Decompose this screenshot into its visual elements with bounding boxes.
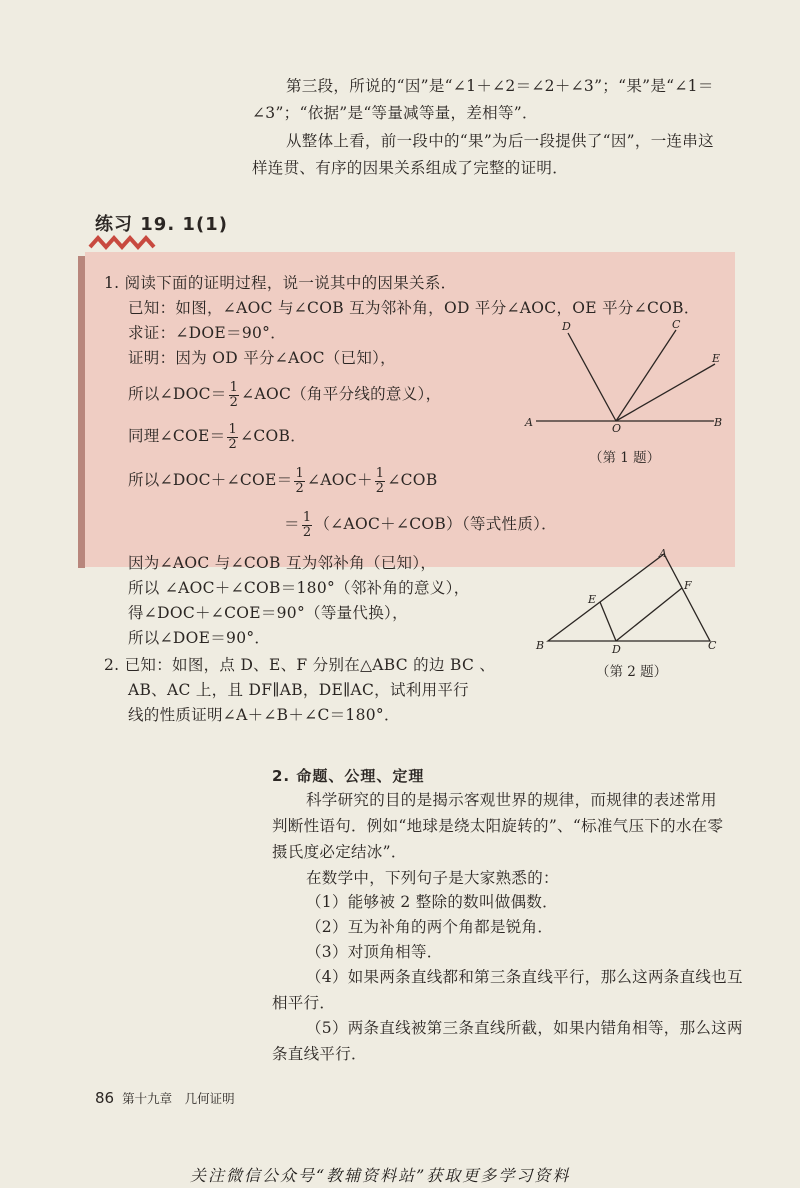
- label-a: A: [525, 416, 533, 429]
- list-item-2: （2）互为补角的两个角都是锐角．: [306, 918, 554, 936]
- figure-2-diagram: [528, 545, 728, 657]
- label-o: O: [612, 422, 622, 433]
- list-item-5b: 条直线平行．: [272, 1045, 367, 1063]
- q1-step-2-pre: 所以∠DOC＝: [128, 385, 227, 403]
- q1-step-7: 所以 ∠AOC＋∠COB＝180°（邻补角的意义），: [128, 579, 470, 597]
- q1-step-8: 得∠DOC＋∠COE＝90°（等量代换），: [128, 604, 408, 622]
- zigzag-ornament-icon: [88, 233, 158, 251]
- figure-1-caption: （第 1 题）: [589, 450, 661, 466]
- label-b: B: [714, 416, 723, 429]
- label-f: F: [684, 579, 692, 592]
- q1-step-2-post: ∠AOC（角平分线的意义），: [241, 385, 442, 403]
- page-footer: [95, 1089, 235, 1107]
- intro-line-1: 第三段，所说的“因”是“∠1＋∠2＝∠2＋∠3”；“果”是“∠1＝: [286, 77, 714, 95]
- q2-line-3: 线的性质证明∠A＋∠B＋∠C＝180°．: [128, 706, 400, 724]
- fraction-numerator: 1: [228, 421, 238, 437]
- q1-step-6: 因为∠AOC 与∠COB 互为邻补角（已知），: [128, 554, 437, 572]
- ray-oc: [616, 330, 676, 421]
- q2-line-1: 2. 已知：如图，点 D、E、F 分别在△ABC 的边 BC 、: [104, 656, 496, 674]
- half-fraction: [227, 423, 238, 452]
- section-para-line-2: 判断性语句．例如“地球是绕太阳旋转的”、“标准气压下的水在零: [272, 817, 724, 835]
- segment-de: [600, 602, 616, 641]
- section-para-line-3: 摄氏度必定结冰”．: [272, 843, 407, 861]
- q1-step-4: [128, 462, 438, 498]
- fraction-numerator: 1: [229, 379, 239, 395]
- triangle-abc: [548, 554, 710, 641]
- figure-2-caption: （第 2 题）: [596, 664, 668, 680]
- fraction-numerator: 1: [375, 465, 385, 481]
- segment-df: [616, 588, 682, 641]
- list-item-1: （1）能够被 2 整除的数叫做偶数．: [306, 893, 558, 911]
- exercise-side-strip: [78, 256, 85, 568]
- section-para-line-4: 在数学中，下列句子是大家熟悉的：: [306, 869, 559, 887]
- list-item-3: （3）对顶角相等．: [306, 943, 443, 961]
- label-b: B: [536, 639, 545, 652]
- half-fraction: [375, 467, 386, 496]
- intro-line-4: 样连贯、有序的因果关系组成了完整的证明．: [252, 159, 569, 177]
- q1-step-1: 证明：因为 OD 平分∠AOC（已知），: [128, 349, 396, 367]
- intro-line-2: ∠3”；“依据”是“等量减等量，差相等”．: [252, 104, 538, 122]
- section-title: 2. 命题、公理、定理: [272, 767, 425, 785]
- fraction-denominator: 2: [229, 394, 239, 410]
- label-d: D: [612, 643, 621, 656]
- q1-step-5: [284, 506, 557, 542]
- q2-line-2: AB、AC 上，且 DF∥AB，DE∥AC，试利用平行: [128, 681, 469, 699]
- q1-step-3-post: ∠COB．: [240, 427, 307, 445]
- fraction-numerator: 1: [302, 509, 312, 525]
- q1-step-3-pre: 同理∠COE＝: [128, 427, 226, 445]
- q1-step-3: [128, 418, 306, 454]
- q1-step-4-pre: 所以∠DOC＋∠COE＝: [128, 471, 293, 489]
- fraction-numerator: 1: [295, 465, 305, 481]
- fraction-denominator: 2: [228, 436, 238, 452]
- q1-prove: 求证：∠DOE＝90°．: [128, 324, 287, 342]
- list-item-4b: 相平行．: [272, 994, 336, 1012]
- q1-given: 已知：如图，∠AOC 与∠COB 互为邻补角，OD 平分∠AOC，OE 平分∠COB．: [128, 299, 700, 317]
- label-c: C: [672, 318, 681, 331]
- fraction-denominator: 2: [375, 480, 385, 496]
- watermark-text: 关注微信公众号“教辅资料站”获取更多学习资料: [190, 1166, 571, 1185]
- q1-step-4-post: ∠COB: [387, 471, 438, 489]
- q1-step-4-mid: ∠AOC＋: [307, 471, 373, 489]
- label-e: E: [588, 593, 597, 606]
- exercise-title: 练习 19. 1(1): [95, 214, 228, 235]
- q1-step-9: 所以∠DOE＝90°．: [128, 629, 271, 647]
- chapter-label: 第十九章 几何证明: [122, 1091, 235, 1106]
- q1-step-5-post: （∠AOC＋∠COB）（等式性质）．: [314, 515, 557, 533]
- page-number: 86: [95, 1089, 115, 1107]
- q1-prompt: 1. 阅读下面的证明过程，说一说其中的因果关系．: [104, 274, 457, 292]
- label-d: D: [562, 320, 571, 333]
- list-item-4a: （4）如果两条直线都和第三条直线平行，那么这两条直线也互: [306, 968, 743, 986]
- section-para-line-1: 科学研究的目的是揭示客观世界的规律，而规律的表述常用: [306, 791, 717, 809]
- intro-line-3: 从整体上看，前一段中的“果”为后一段提供了“因”，一连串这: [286, 132, 714, 150]
- q1-step-2: [128, 376, 441, 412]
- fraction-denominator: 2: [302, 524, 312, 540]
- label-c: C: [708, 639, 717, 652]
- half-fraction: [229, 381, 240, 410]
- ray-oe: [616, 364, 715, 421]
- q1-step-5-pre: ＝: [284, 515, 300, 533]
- half-fraction: [294, 467, 305, 496]
- fraction-denominator: 2: [295, 480, 305, 496]
- ray-od: [568, 333, 616, 421]
- label-a: A: [659, 547, 667, 560]
- label-e: E: [712, 352, 721, 365]
- half-fraction: [302, 511, 313, 540]
- figure-1-diagram: [518, 318, 728, 433]
- list-item-5a: （5）两条直线被第三条直线所截，如果内错角相等，那么这两: [306, 1019, 743, 1037]
